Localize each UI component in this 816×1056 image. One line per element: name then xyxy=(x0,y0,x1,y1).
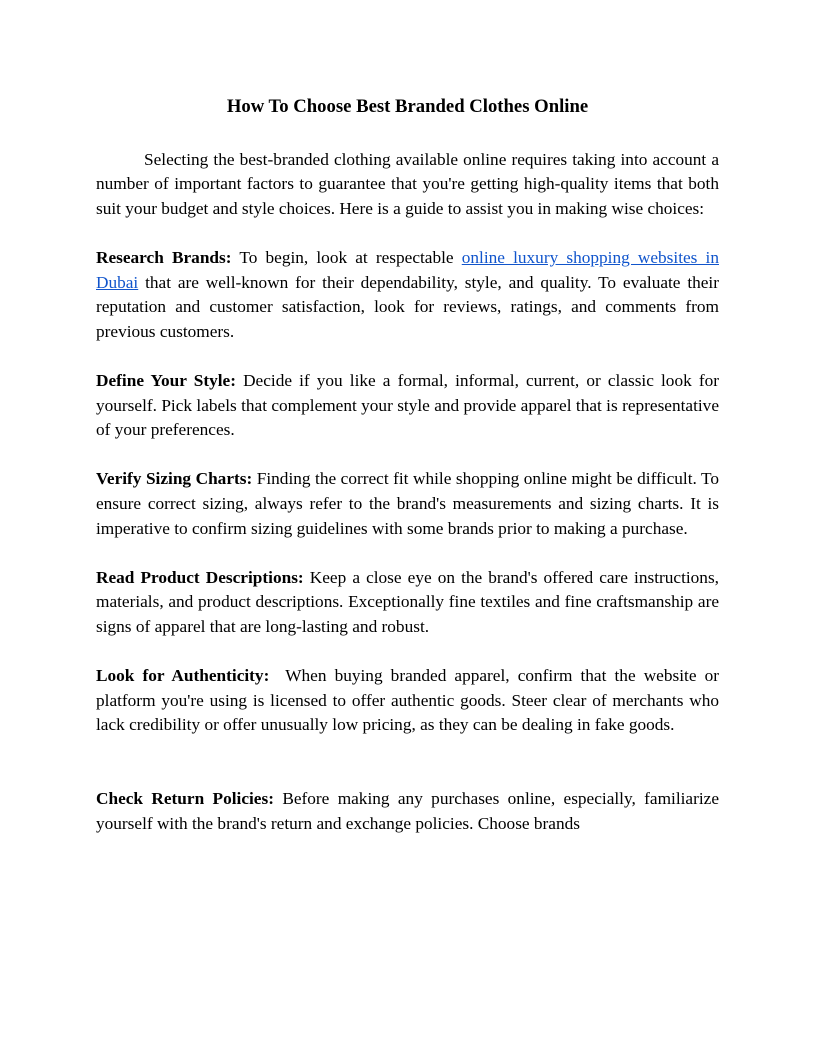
sizing-charts-heading: Verify Sizing Charts: xyxy=(96,469,253,489)
authenticity-paragraph xyxy=(96,664,719,738)
research-brands-text-before: To begin, look at respectable xyxy=(239,247,454,267)
research-brands-heading: Research Brands: xyxy=(96,247,232,267)
sizing-charts-paragraph xyxy=(96,467,719,541)
return-policies-text: Before making any purchases online, especially, familiarize yourself with the brand's return and exchange policies. Choose brands xyxy=(96,789,719,833)
define-style-heading: Define Your Style: xyxy=(96,370,236,390)
document-body xyxy=(96,95,719,861)
document-title: How To Choose Best Branded Clothes Online xyxy=(226,96,589,117)
product-descriptions-heading: Read Product Descriptions: xyxy=(96,567,304,587)
research-brands-paragraph xyxy=(96,246,719,344)
authenticity-text: When buying branded apparel, confirm that the website or platform you're using is licensed to offer authentic goods. Steer clear of merchants who lack credibility or offer unusually low pricing, as they can be dealing in fake goods. xyxy=(96,666,719,735)
luxury-shopping-link[interactable]: online luxury shopping websites in Dubai xyxy=(96,247,719,292)
product-descriptions-paragraph xyxy=(96,566,719,640)
sizing-charts-text: Finding the correct fit while shopping online might be difficult. To ensure correct sizing, always refer to the brand's measurements and sizing charts. It is imperative to confirm sizing guidelines with some brands prior to making a purchase. xyxy=(96,469,720,538)
define-style-text: Decide if you like a formal, informal, current, or classic look for yourself. Pick labels that complement your style and provide apparel that is representative of your preferences. xyxy=(96,370,719,440)
define-style-paragraph xyxy=(96,369,719,443)
product-descriptions-text: Keep a close eye on the brand's offered care instructions, materials, and product descriptions. Exceptionally fine textiles and fine craftsmanship are signs of apparel that are long-lasting and robust. xyxy=(96,567,719,636)
intro-paragraph: Selecting the best-branded clothing available online requires taking into account a number of important factors to guarantee that you're getting high-quality items that both suit your budget and style choices. Here is a guide to assist you in making wise choices: xyxy=(96,149,719,218)
return-policies-heading: Check Return Policies: xyxy=(96,789,274,809)
return-policies-paragraph xyxy=(96,787,719,836)
authenticity-heading: Look for Authenticity: xyxy=(96,666,270,686)
research-brands-text-after: that are well-known for their dependability, style, and quality. To evaluate their reputation and customer satisfaction, look for reviews, ratings, and comments from previous customers. xyxy=(96,272,719,341)
